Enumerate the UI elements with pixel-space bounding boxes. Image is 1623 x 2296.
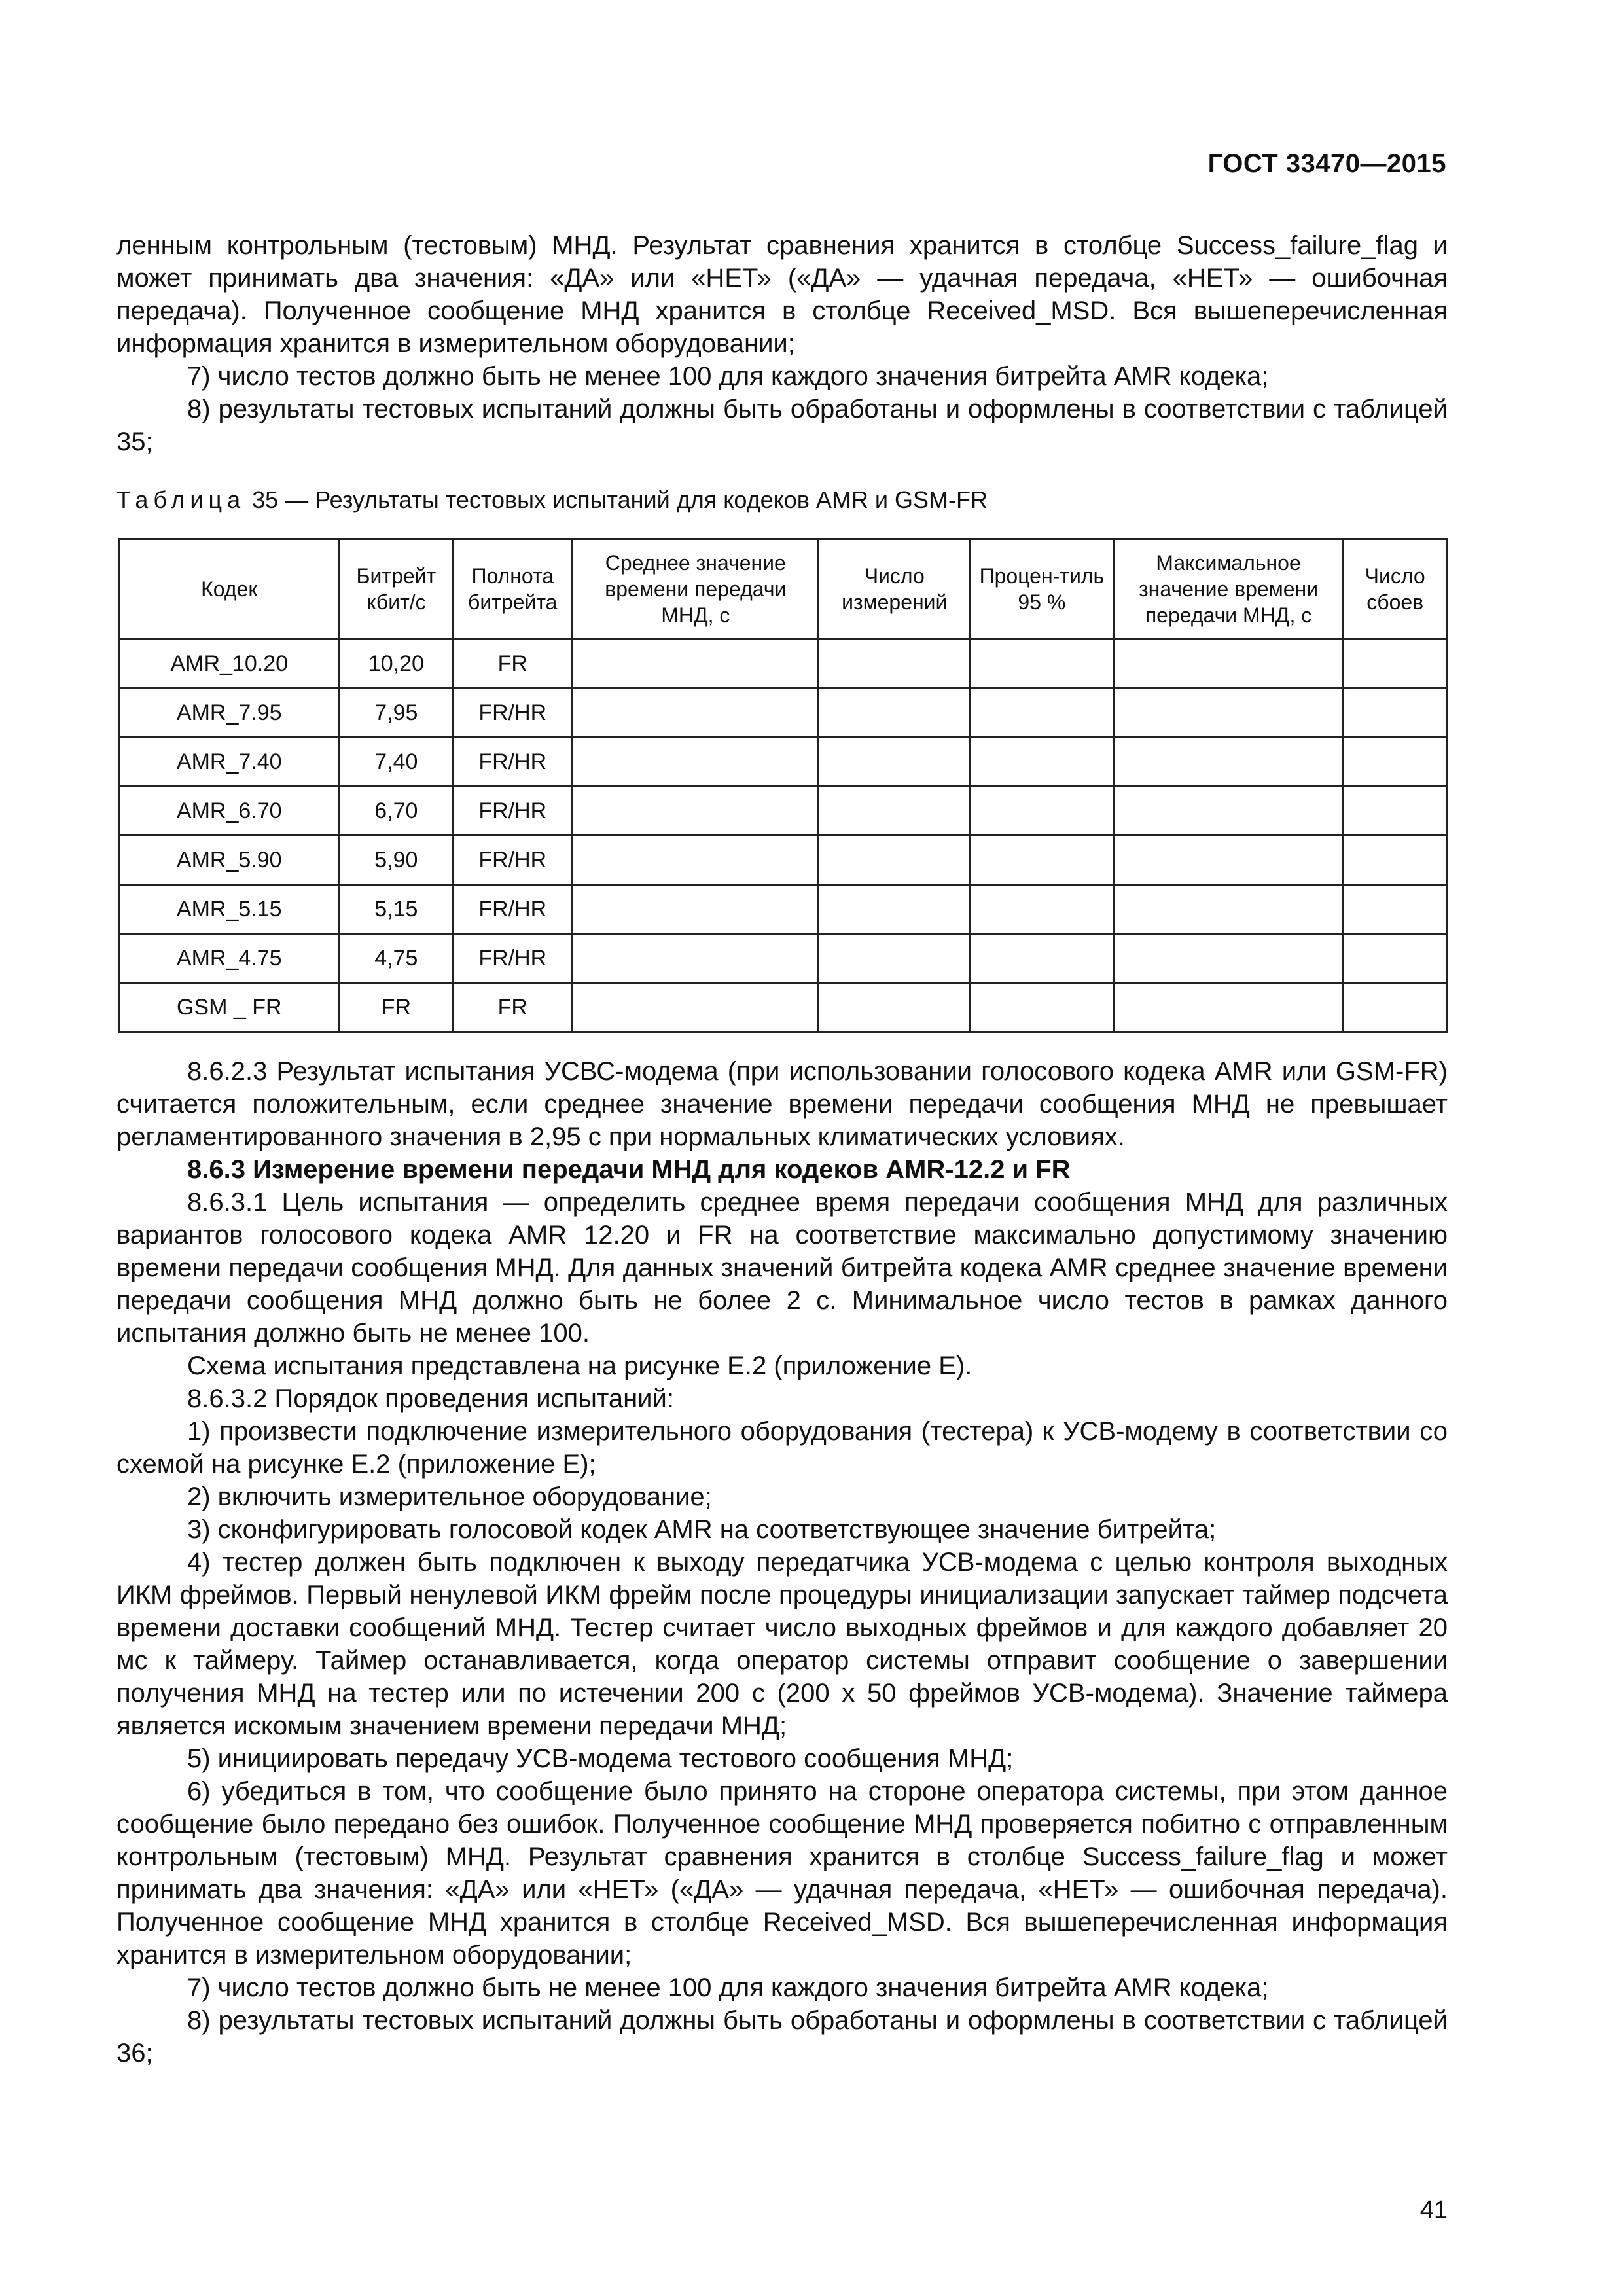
header-mean-time: Среднее значение времени передачи МНД, с <box>573 539 819 639</box>
cell-codec: AMR_4.75 <box>119 934 340 983</box>
cell-completeness: FR <box>453 983 573 1032</box>
header-max-time: Максимальное значение времени передачи МНД, с <box>1113 539 1344 639</box>
cell-codec: AMR_5.90 <box>119 836 340 885</box>
paragraph-scheme: Схема испытания представлена на рисунке Е.2 (приложение Е). <box>187 1352 972 1380</box>
table-row <box>119 934 1447 983</box>
page-number: 41 <box>1419 2197 1448 2224</box>
main-text <box>116 1055 1448 2070</box>
list-item-8: 8) результаты тестовых испытаний должны быть обработаны и оформлены в соответствии с таблицей 36; <box>116 2006 1448 2068</box>
cell-max-time <box>1113 787 1344 836</box>
table-caption-text: 35 — Результаты тестовых испытаний для кодеков AMR и GSM-FR <box>245 486 988 513</box>
list-item-7: 7) число тестов должно быть не менее 100 для каждого значения битрейта AMR кодека; <box>187 1973 1269 2002</box>
cell-bitrate: 6,70 <box>340 787 453 836</box>
cell-completeness: FR/HR <box>453 885 573 934</box>
cell-max-time <box>1113 885 1344 934</box>
header-failures: Число сбоев <box>1344 539 1447 639</box>
cell-measurements <box>819 639 971 689</box>
cell-failures <box>1344 689 1447 738</box>
table-row <box>119 836 1447 885</box>
list-item-2: 2) включить измерительное оборудование; <box>187 1482 712 1511</box>
header-codec: Кодек <box>119 539 340 639</box>
cell-max-time <box>1113 934 1344 983</box>
cell-percentile <box>971 738 1114 787</box>
section-heading-8-6-3: 8.6.3 Измерение времени передачи МНД для кодеков AMR-12.2 и FR <box>187 1155 1071 1184</box>
cell-bitrate: FR <box>340 983 453 1032</box>
cell-mean-time <box>573 689 819 738</box>
cell-percentile <box>971 983 1114 1032</box>
cell-max-time <box>1113 836 1344 885</box>
cell-bitrate: 10,20 <box>340 639 453 689</box>
cell-codec: AMR_6.70 <box>119 787 340 836</box>
cell-codec: GSM _ FR <box>119 983 340 1032</box>
cell-completeness: FR/HR <box>453 689 573 738</box>
table-caption-label: Таблица <box>116 486 246 513</box>
header-measurements: Число измерений <box>819 539 971 639</box>
table-row <box>119 738 1447 787</box>
header-bitrate-completeness: Полнота битрейта <box>453 539 573 639</box>
cell-bitrate: 7,95 <box>340 689 453 738</box>
list-item-1: 1) произвести подключение измерительного оборудования (тестера) к УСВ-модему в соответствии со схемой на рисунке Е.2 (приложение Е); <box>116 1417 1448 1479</box>
list-item-5: 5) инициировать передачу УСВ-модема тестового сообщения МНД; <box>187 1744 1014 1773</box>
cell-completeness: FR <box>453 639 573 689</box>
paragraph-8-6-2-3: 8.6.2.3 Результат испытания УСВС-модема (при использовании голосового кодека AMR или GSM-FR) считается положительным, если среднее значение времени передачи сообщения МНД не превышает регламентированного значения в 2,95 с при нормальных климатических условиях. <box>116 1057 1448 1151</box>
cell-mean-time <box>573 787 819 836</box>
top-text <box>116 229 1448 458</box>
table-row <box>119 689 1447 738</box>
cell-max-time <box>1113 738 1344 787</box>
paragraph-continued: ленным контрольным (тестовым) МНД. Результат сравнения хранится в столбце Success_failure_flag и может принимать два значения: «ДА» или «НЕТ» («ДА» — удачная передача, «НЕТ» — ошибочная передача). Полученное сообщение МНД хранится в столбце Received_MSD. Вся вышеперечисленная информация хранится в измерительном оборудовании; <box>116 231 1448 358</box>
list-item-4: 4) тестер должен быть подключен к выходу передатчика УСВ-модема с целью контроля выходных ИКМ фреймов. Первый ненулевой ИКМ фрейм после процедуры инициализации запускает таймер подсчета времени доставки сообщений МНД. Тестер считает число выходных фреймов и для каждого добавляет 20 мс к таймеру. Таймер останавливается, когда оператор системы отправит сообщение о завершении получения МНД на тестер или по истечении 200 с (200 х 50 фреймов УСВ-модема). Значение таймера является искомым значением времени передачи МНД; <box>116 1548 1448 1740</box>
cell-failures <box>1344 885 1447 934</box>
cell-failures <box>1344 787 1447 836</box>
list-item-8: 8) результаты тестовых испытаний должны быть обработаны и оформлены в соответствии с таблицей 35; <box>116 395 1448 456</box>
table-caption <box>116 486 988 514</box>
cell-codec: AMR_10.20 <box>119 639 340 689</box>
list-item-7: 7) число тестов должно быть не менее 100 для каждого значения битрейта AMR кодека; <box>187 362 1269 391</box>
paragraph-8-6-3-2: 8.6.3.2 Порядок проведения испытаний: <box>187 1384 674 1413</box>
cell-max-time <box>1113 983 1344 1032</box>
cell-mean-time <box>573 639 819 689</box>
cell-measurements <box>819 836 971 885</box>
results-table <box>118 538 1448 1033</box>
cell-measurements <box>819 738 971 787</box>
cell-failures <box>1344 983 1447 1032</box>
cell-completeness: FR/HR <box>453 836 573 885</box>
cell-codec: AMR_7.40 <box>119 738 340 787</box>
cell-bitrate: 4,75 <box>340 934 453 983</box>
cell-mean-time <box>573 738 819 787</box>
cell-bitrate: 5,15 <box>340 885 453 934</box>
cell-percentile <box>971 885 1114 934</box>
cell-codec: AMR_7.95 <box>119 689 340 738</box>
cell-measurements <box>819 787 971 836</box>
cell-percentile <box>971 934 1114 983</box>
table-row <box>119 983 1447 1032</box>
cell-bitrate: 5,90 <box>340 836 453 885</box>
cell-measurements <box>819 885 971 934</box>
cell-failures <box>1344 639 1447 689</box>
cell-failures <box>1344 738 1447 787</box>
cell-percentile <box>971 787 1114 836</box>
cell-percentile <box>971 836 1114 885</box>
cell-mean-time <box>573 885 819 934</box>
cell-codec: AMR_5.15 <box>119 885 340 934</box>
cell-completeness: FR/HR <box>453 787 573 836</box>
cell-measurements <box>819 934 971 983</box>
paragraph-8-6-3-1: 8.6.3.1 Цель испытания — определить среднее время передачи сообщения МНД для различных вариантов голосового кодека AMR 12.20 и FR на соответствие максимально допустимому значению времени передачи сообщения МНД. Для данных значений битрейта кодека AMR среднее значение времени передачи сообщения МНД должно быть не более 2 с. Минимальное число тестов в рамках данного испытания должно быть не менее 100. <box>116 1188 1448 1348</box>
table-header-row <box>119 539 1447 639</box>
cell-failures <box>1344 934 1447 983</box>
table-row <box>119 787 1447 836</box>
cell-max-time <box>1113 689 1344 738</box>
cell-completeness: FR/HR <box>453 738 573 787</box>
standard-header: ГОСТ 33470—2015 <box>1207 149 1446 178</box>
cell-max-time <box>1113 639 1344 689</box>
cell-percentile <box>971 689 1114 738</box>
table-row <box>119 885 1447 934</box>
cell-percentile <box>971 639 1114 689</box>
list-item-3: 3) сконфигурировать голосовой кодек AMR на соответствующее значение битрейта; <box>187 1515 1217 1544</box>
cell-mean-time <box>573 836 819 885</box>
header-percentile: Процен-тиль 95 % <box>971 539 1114 639</box>
cell-bitrate: 7,40 <box>340 738 453 787</box>
cell-measurements <box>819 983 971 1032</box>
cell-completeness: FR/HR <box>453 934 573 983</box>
cell-failures <box>1344 836 1447 885</box>
list-item-6: 6) убедиться в том, что сообщение было принято на стороне оператора системы, при этом данное сообщение было передано без ошибок. Полученное сообщение МНД проверяется побитно с отправленным контрольным (тестовым) МНД. Результат сравнения хранится в столбце Success_failure_flag и может принимать два значения: «ДА» или «НЕТ» («ДА» — удачная передача, «НЕТ» — ошибочная передача). Полученное сообщение МНД хранится в столбце Received_MSD. Вся вышеперечисленная информация хранится в измерительном оборудовании; <box>116 1777 1448 1969</box>
header-bitrate: Битрейт кбит/с <box>340 539 453 639</box>
cell-mean-time <box>573 983 819 1032</box>
cell-measurements <box>819 689 971 738</box>
table-row <box>119 639 1447 689</box>
cell-mean-time <box>573 934 819 983</box>
